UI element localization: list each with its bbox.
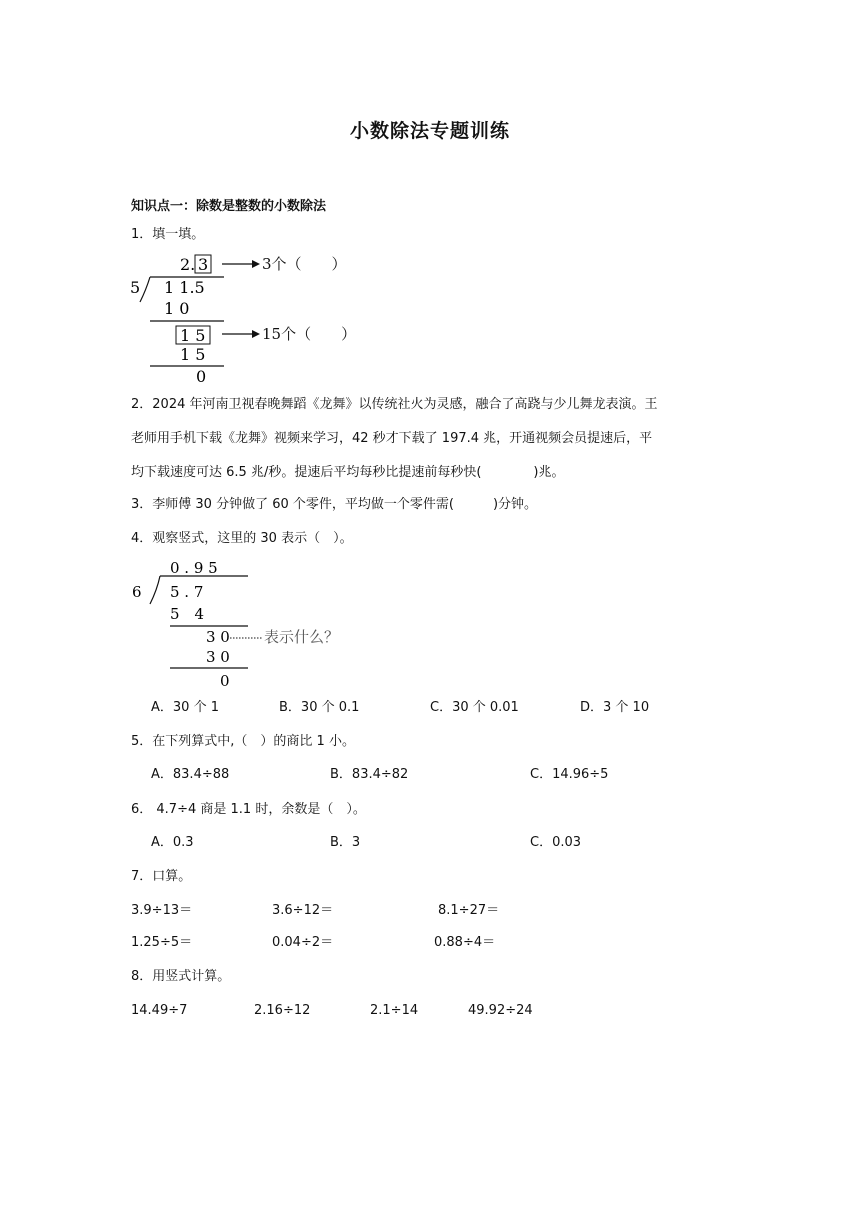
q1-quotient-box-digit: 3 bbox=[198, 255, 209, 274]
q1-dividend: 1 1.5 bbox=[164, 278, 205, 297]
q1-step1: 1 0 bbox=[164, 299, 190, 318]
q1-remainder: 0 bbox=[196, 367, 207, 385]
q7-item-2: 3.6÷12＝ bbox=[272, 903, 334, 918]
question-2-line-3: 均下载速度可达 6.5 兆/秒。提速后平均每秒比提速前每秒快( )兆。 bbox=[131, 465, 565, 480]
q1-arrow-top bbox=[222, 258, 262, 270]
q1-step2: 1 5 bbox=[180, 326, 206, 345]
q6-option-c[interactable]: C．0.03 bbox=[530, 835, 582, 850]
q5-option-a[interactable]: A．83.4÷88 bbox=[151, 767, 230, 782]
q8-item-1: 14.49÷7 bbox=[131, 1003, 188, 1018]
q4-remainder: 0 bbox=[220, 672, 230, 690]
question-2-line-1: 2．2024 年河南卫视春晚舞蹈《龙舞》以传统社火为灵感，融合了高跷与少儿舞龙表演。王 bbox=[131, 397, 658, 412]
q7-item-6: 0.88÷4＝ bbox=[434, 935, 496, 950]
question-4-text: 4．观察竖式，这里的 30 表示（ ）。 bbox=[131, 531, 353, 546]
q4-bracket-curve bbox=[150, 576, 160, 604]
q8-item-3: 2.1÷14 bbox=[370, 1003, 419, 1018]
question-2-line-2: 老师用手机下载《龙舞》视频来学习，42 秒才下载了 197.4 兆，开通视频会员提速后，平 bbox=[131, 431, 653, 446]
q1-label-bottom: 15个（ ） bbox=[262, 325, 357, 343]
question-8-text: 8．用竖式计算。 bbox=[131, 969, 231, 984]
q4-divisor: 6 bbox=[132, 583, 142, 601]
page-title: 小数除法专题训练 bbox=[349, 120, 510, 142]
q4-dotted-leader bbox=[230, 636, 264, 640]
q7-item-1: 3.9÷13＝ bbox=[131, 903, 193, 918]
section-heading: 知识点一：除数是整数的小数除法 bbox=[131, 199, 327, 214]
q1-label-top: 3个（ ） bbox=[262, 255, 347, 273]
q6-option-a[interactable]: A．0.3 bbox=[151, 835, 194, 850]
q8-item-2: 2.16÷12 bbox=[254, 1003, 311, 1018]
question-3-text: 3．李师傅 30 分钟做了 60 个零件，平均做一个零件需( )分钟。 bbox=[131, 497, 538, 512]
q1-long-division bbox=[128, 250, 238, 385]
q4-annotation: 表示什么？ bbox=[264, 630, 340, 646]
q7-item-5: 0.04÷2＝ bbox=[272, 935, 334, 950]
q4-option-a[interactable]: A．30 个 1 bbox=[151, 700, 219, 715]
q1-arrow-bottom bbox=[222, 328, 262, 340]
q1-quotient-int: 2. bbox=[180, 255, 196, 274]
q5-option-b[interactable]: B．83.4÷82 bbox=[330, 767, 409, 782]
question-1-text: 1．填一填。 bbox=[131, 227, 205, 242]
q1-step3: 1 5 bbox=[180, 345, 206, 364]
q4-option-c[interactable]: C．30 个 0.01 bbox=[430, 700, 519, 715]
q7-item-4: 1.25÷5＝ bbox=[131, 935, 193, 950]
question-5-text: 5．在下列算式中,（ ）的商比 1 小。 bbox=[131, 734, 355, 749]
q4-long-division bbox=[128, 556, 263, 691]
q1-divisor: 5 bbox=[130, 278, 141, 297]
q6-option-b[interactable]: B．3 bbox=[330, 835, 361, 850]
q4-step3: 3 0 bbox=[206, 648, 230, 666]
q4-step1: 5 4 bbox=[170, 605, 205, 623]
question-6-text: 6． 4.7÷4 商是 1.1 时，余数是（ ）。 bbox=[131, 802, 366, 817]
q4-dividend: 5 . 7 bbox=[170, 583, 204, 601]
q4-option-d[interactable]: D．3 个 10 bbox=[580, 700, 650, 715]
q5-option-c[interactable]: C．14.96÷5 bbox=[530, 767, 609, 782]
q7-item-3: 8.1÷27＝ bbox=[438, 903, 500, 918]
q4-step2: 3 0 bbox=[206, 628, 230, 646]
question-7-text: 7．口算。 bbox=[131, 869, 192, 884]
q1-bracket-curve bbox=[140, 277, 150, 302]
q8-item-4: 49.92÷24 bbox=[468, 1003, 533, 1018]
q4-quotient: 0 . 9 5 bbox=[170, 559, 218, 577]
q4-option-b[interactable]: B．30 个 0.1 bbox=[279, 700, 360, 715]
